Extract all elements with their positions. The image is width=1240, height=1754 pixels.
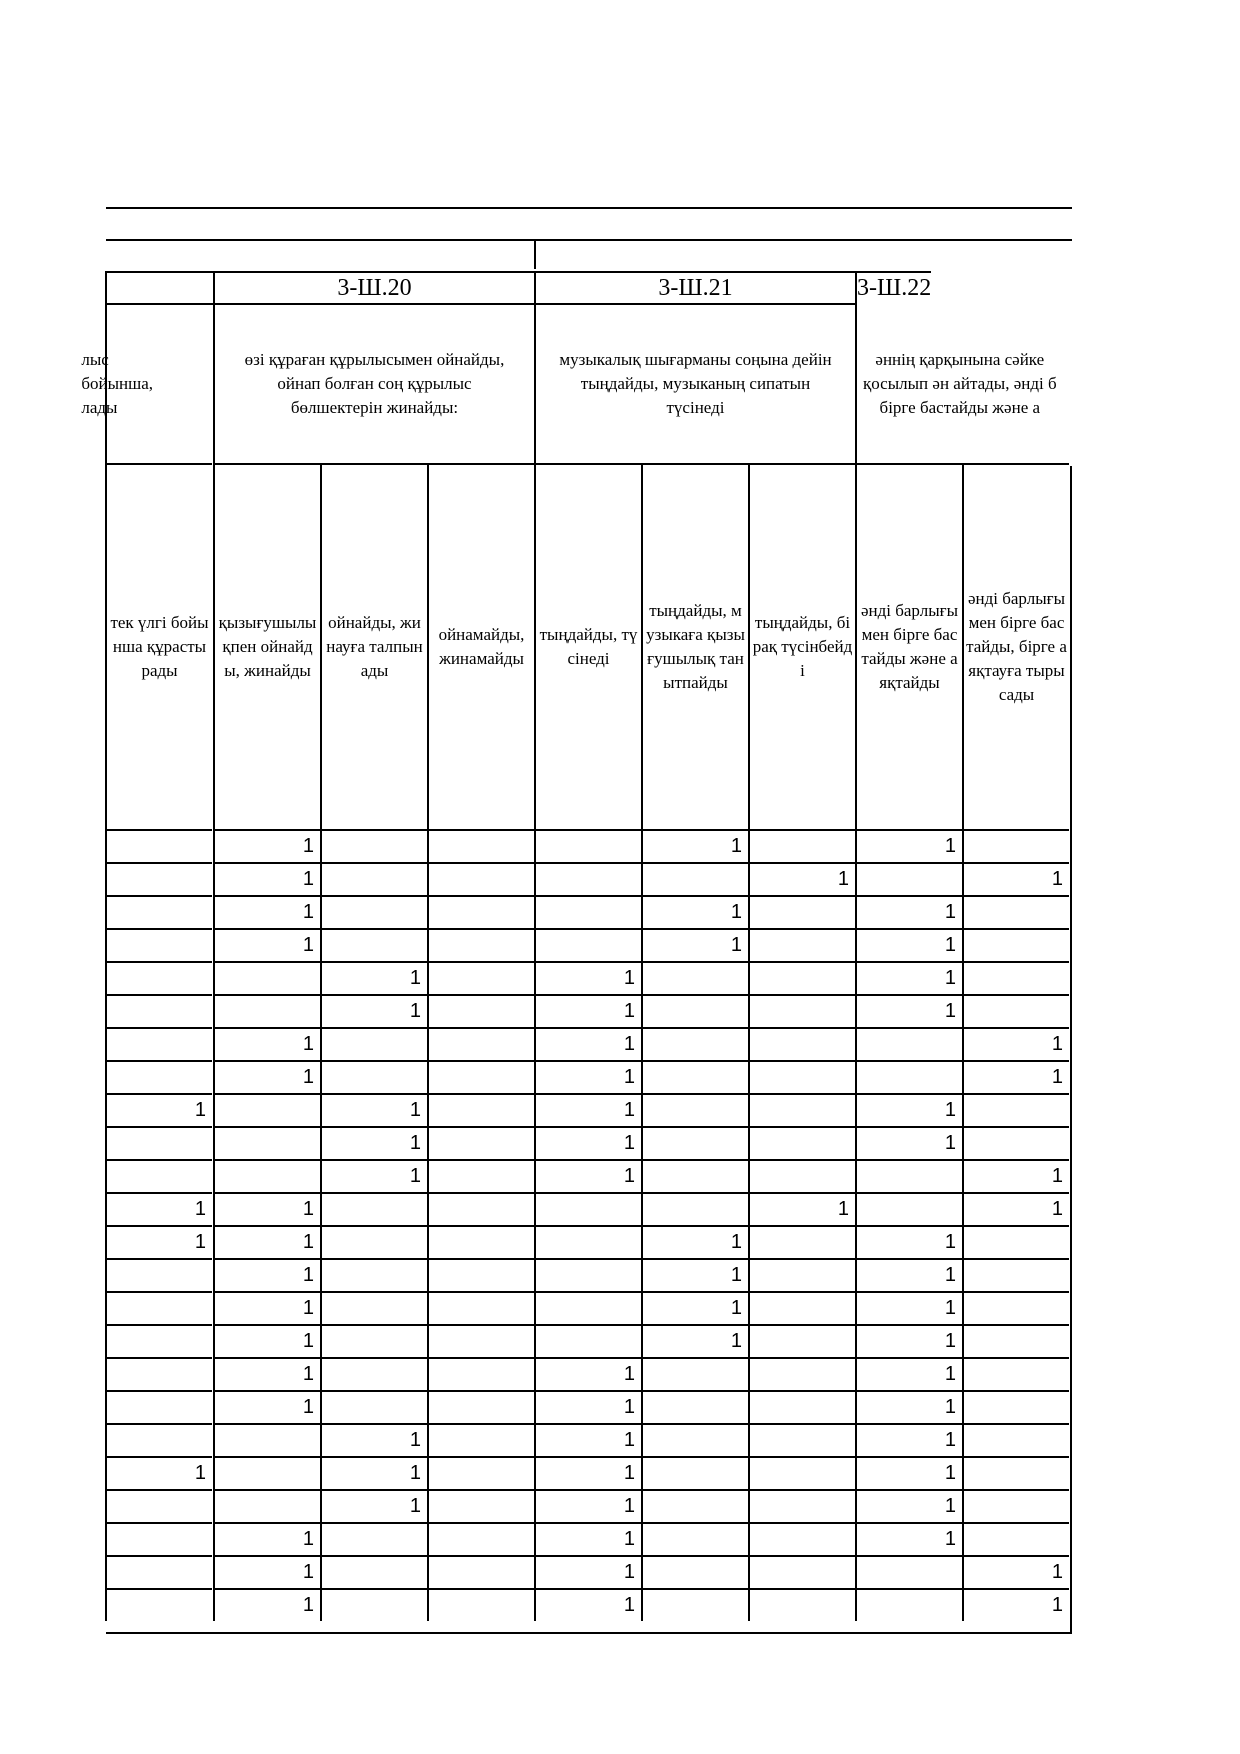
table-right-edge: [1070, 466, 1072, 1634]
table-cell: [641, 1423, 748, 1456]
table-cell: [641, 1093, 748, 1126]
criterion-label: тыңдайды, түсінеді: [539, 625, 638, 668]
table-cell: 1: [962, 1027, 1069, 1060]
group-description-text: [81, 348, 153, 420]
table-cell: 1: [855, 1522, 962, 1555]
table-cell: [748, 1126, 855, 1159]
table-cell: [320, 1324, 427, 1357]
table-cell: [748, 1093, 855, 1126]
table-cell: [534, 1324, 641, 1357]
table-cell: [105, 829, 212, 862]
table-cell: 1: [213, 1357, 320, 1390]
table-cell: 1: [534, 994, 641, 1027]
table-cell: 1: [213, 928, 320, 961]
description-line: лыс: [81, 350, 109, 369]
table-cell: [427, 1555, 534, 1588]
criterion-header-7: [855, 463, 962, 829]
table-cell: [962, 1126, 1069, 1159]
table-cell: [641, 1588, 748, 1621]
table-cell: [105, 1324, 212, 1357]
table-cell: 1: [534, 1423, 641, 1456]
table-cell: [748, 1027, 855, 1060]
table-cell: [320, 1555, 427, 1588]
criterion-label: әнді барлығымен бірге бастайды, бірге аяқтауға тырысады: [966, 589, 1067, 704]
table-cell: [427, 1390, 534, 1423]
table-cell: [213, 994, 320, 1027]
criterion-label: ойнамайды, жинамайды: [438, 625, 525, 668]
description-line: қосылып ән айтады, әнді б: [863, 374, 1057, 393]
table-cell: [748, 1390, 855, 1423]
table-cell: 1: [641, 1225, 748, 1258]
table-cell: [748, 1324, 855, 1357]
table-cell: 1: [534, 1060, 641, 1093]
table-cell: 1: [534, 1456, 641, 1489]
criterion-header-0: [105, 463, 212, 829]
group-description-text: [245, 348, 505, 420]
table-cell: 1: [213, 1258, 320, 1291]
table-cell: [105, 1027, 212, 1060]
table-cell: [534, 928, 641, 961]
table-cell: 1: [855, 829, 962, 862]
group-description-2: [534, 303, 855, 463]
table-cell: [641, 1192, 748, 1225]
table-cell: [962, 1357, 1069, 1390]
criterion-label: қызығушылықпен ойнайды, жинайды: [218, 613, 317, 680]
table-cell: [641, 1522, 748, 1555]
table-cell: [534, 1291, 641, 1324]
criterion-header-8: [962, 463, 1069, 829]
table-cell: [427, 1027, 534, 1060]
table-cell: 1: [855, 895, 962, 928]
criterion-header-4: [534, 463, 641, 829]
group-description-text: [559, 348, 831, 420]
table-cell: [534, 829, 641, 862]
table-cell: 1: [855, 1456, 962, 1489]
table-cell: [748, 994, 855, 1027]
table-cell: [427, 1291, 534, 1324]
table-cell: [748, 1522, 855, 1555]
table-cell: [962, 1225, 1069, 1258]
table-cell: [748, 1456, 855, 1489]
table-cell: [320, 1027, 427, 1060]
table-cell: 1: [641, 928, 748, 961]
second-rule: [106, 239, 1072, 241]
table-cell: [320, 1588, 427, 1621]
table-cell: [641, 1060, 748, 1093]
table-cell: 1: [855, 1258, 962, 1291]
table-cell: [320, 829, 427, 862]
table-cell: [855, 1588, 962, 1621]
table-cell: 1: [962, 1159, 1069, 1192]
group-description-text: [863, 348, 1057, 420]
table-cell: 1: [534, 1555, 641, 1588]
table-cell: [213, 1126, 320, 1159]
description-line: бойынша,: [81, 374, 153, 393]
table-cell: [427, 895, 534, 928]
table-cell: [641, 1555, 748, 1588]
table-cell: 1: [213, 1555, 320, 1588]
table-cell: 1: [213, 1390, 320, 1423]
description-line: түсінеді: [666, 398, 725, 417]
table-cell: 1: [534, 1093, 641, 1126]
table-cell: [534, 1192, 641, 1225]
group-code-1: 3-Ш.20: [213, 271, 534, 303]
table-cell: [105, 1390, 212, 1423]
table-cell: [534, 1225, 641, 1258]
table-cell: [320, 1357, 427, 1390]
description-line: тыңдайды, музыканың сипатын: [580, 374, 811, 393]
table-cell: [748, 1291, 855, 1324]
table-cell: 1: [855, 1489, 962, 1522]
table-cell: [962, 1489, 1069, 1522]
table-cell: 1: [641, 1291, 748, 1324]
table-cell: [962, 1291, 1069, 1324]
header-band-divider: [534, 239, 536, 269]
table-cell: [427, 928, 534, 961]
table-cell: 1: [105, 1225, 212, 1258]
table-cell: 1: [534, 1159, 641, 1192]
table-cell: 1: [855, 994, 962, 1027]
table-cell: [748, 829, 855, 862]
table-cell: [105, 1357, 212, 1390]
table-cell: [641, 961, 748, 994]
table-cell: [748, 1357, 855, 1390]
table-cell: 1: [213, 1522, 320, 1555]
table-cell: [427, 1225, 534, 1258]
criterion-header-3: [427, 463, 534, 829]
table-cell: 1: [320, 1126, 427, 1159]
table-cell: [641, 994, 748, 1027]
table-cell: 1: [855, 1357, 962, 1390]
description-line: өзі құраған құрылысымен ойнайды,: [244, 350, 505, 369]
table-cell: [855, 1060, 962, 1093]
table-cell: [427, 1456, 534, 1489]
criterion-label: тек үлгі бойынша құрастырады: [110, 613, 209, 680]
criterion-label: ойнайды, жинауға талпынады: [326, 613, 423, 680]
table-cell: 1: [320, 994, 427, 1027]
table-cell: 1: [320, 1456, 427, 1489]
table-cell: [105, 1291, 212, 1324]
table-cell: [105, 928, 212, 961]
table-cell: [641, 1456, 748, 1489]
description-line: әннің қарқынына сәйке: [875, 350, 1045, 369]
table-cell: [213, 1456, 320, 1489]
description-line: музыкалық шығарманы соңына дейін: [559, 350, 832, 369]
table-cell: [320, 1522, 427, 1555]
table-cell: [962, 895, 1069, 928]
table-cell: [427, 862, 534, 895]
table-cell: 1: [320, 1423, 427, 1456]
table-cell: [534, 862, 641, 895]
table-cell: 1: [213, 1291, 320, 1324]
table-cell: 1: [213, 862, 320, 895]
description-line: лады: [81, 398, 118, 417]
table-cell: [105, 1159, 212, 1192]
table-cell: 1: [962, 1555, 1069, 1588]
table-cell: 1: [641, 829, 748, 862]
table-cell: [962, 961, 1069, 994]
description-line: бөлшектерін жинайды:: [290, 398, 459, 417]
table-cell: [320, 1060, 427, 1093]
table-cell: [427, 1588, 534, 1621]
table-cell: [105, 1522, 212, 1555]
table-cell: [105, 1555, 212, 1588]
table-cell: [105, 862, 212, 895]
table-cell: [641, 1159, 748, 1192]
table-cell: [427, 1357, 534, 1390]
table-cell: [105, 1423, 212, 1456]
table-cell: [962, 1456, 1069, 1489]
table-cell: [427, 994, 534, 1027]
table-cell: [105, 1588, 212, 1621]
criterion-header-6: [748, 463, 855, 829]
table-cell: 1: [320, 1093, 427, 1126]
table-cell: 1: [641, 1258, 748, 1291]
table-cell: [962, 1258, 1069, 1291]
table-bottom-rule: [106, 1632, 1072, 1634]
table-cell: 1: [962, 1060, 1069, 1093]
group-description-3: [855, 303, 1057, 463]
assessment-table: [81, 207, 1072, 1634]
table-cell: 1: [962, 862, 1069, 895]
table-cell: 1: [213, 895, 320, 928]
table-cell: 1: [213, 1324, 320, 1357]
table-cell: 1: [855, 1225, 962, 1258]
table-cell: 1: [748, 1192, 855, 1225]
criterion-label: тыңдайды, музыкаға қызығушылық танытпайды: [646, 601, 745, 692]
table-cell: [427, 1192, 534, 1225]
table-cell: [105, 1258, 212, 1291]
table-cell: [427, 1126, 534, 1159]
table-cell: [962, 994, 1069, 1027]
table-cell: 1: [641, 895, 748, 928]
table-cell: [748, 1060, 855, 1093]
table-cell: [427, 1159, 534, 1192]
group-code-3: 3-Ш.22: [855, 271, 931, 303]
table-cell: 1: [641, 1324, 748, 1357]
table-cell: 1: [534, 1126, 641, 1159]
table-cell: [748, 1423, 855, 1456]
table-cell: 1: [213, 1060, 320, 1093]
table-cell: [855, 1027, 962, 1060]
table-cell: [427, 829, 534, 862]
criterion-label: әнді барлығымен бірге бастайды және аяқтайды: [860, 601, 959, 692]
table-cell: [427, 1324, 534, 1357]
criterion-header-1: [213, 463, 320, 829]
table-cell: [320, 1192, 427, 1225]
table-cell: [534, 1258, 641, 1291]
description-line: ойнап болған соң құрылыс: [277, 374, 472, 393]
table-cell: [855, 862, 962, 895]
description-line: бірге бастайды және а: [879, 398, 1041, 417]
table-cell: [855, 1192, 962, 1225]
table-cell: [748, 1258, 855, 1291]
table-cell: [320, 1225, 427, 1258]
table-cell: [641, 862, 748, 895]
table-cell: 1: [534, 1522, 641, 1555]
table-cell: 1: [213, 1192, 320, 1225]
table-cell: [427, 1060, 534, 1093]
group-description-1: [213, 303, 534, 463]
table-cell: [641, 1390, 748, 1423]
table-cell: [748, 928, 855, 961]
table-cell: 1: [213, 1225, 320, 1258]
table-cell: 1: [962, 1192, 1069, 1225]
table-cell: 1: [855, 1093, 962, 1126]
table-cell: [748, 1555, 855, 1588]
table-cell: [962, 928, 1069, 961]
table-cell: [427, 1522, 534, 1555]
table-cell: [105, 1126, 212, 1159]
table-cell: 1: [534, 1390, 641, 1423]
table-cell: 1: [534, 1588, 641, 1621]
table-cell: [962, 829, 1069, 862]
table-cell: 1: [534, 1027, 641, 1060]
table-cell: [105, 1060, 212, 1093]
table-cell: [427, 1258, 534, 1291]
table-cell: [962, 1390, 1069, 1423]
table-cell: [641, 1357, 748, 1390]
table-cell: 1: [855, 1126, 962, 1159]
table-cell: [641, 1126, 748, 1159]
table-cell: [748, 961, 855, 994]
table-cell: [320, 1390, 427, 1423]
table-cell: [748, 895, 855, 928]
table-cell: 1: [534, 1489, 641, 1522]
table-cell: [213, 1159, 320, 1192]
table-cell: [962, 1093, 1069, 1126]
table-cell: 1: [534, 1357, 641, 1390]
criterion-header-2: [320, 463, 427, 829]
table-cell: 1: [320, 1489, 427, 1522]
table-cell: [748, 1159, 855, 1192]
table-cell: 1: [855, 1390, 962, 1423]
table-cell: [213, 1093, 320, 1126]
table-cell: 1: [213, 829, 320, 862]
table-cell: 1: [855, 961, 962, 994]
table-cell: [105, 994, 212, 1027]
table-cell: [748, 1225, 855, 1258]
table-cell: [962, 1324, 1069, 1357]
table-cell: [105, 895, 212, 928]
criterion-header-5: [641, 463, 748, 829]
table-cell: [641, 1027, 748, 1060]
table-cell: 1: [855, 1423, 962, 1456]
table-cell: [320, 1291, 427, 1324]
table-cell: [213, 961, 320, 994]
table-cell: 1: [855, 1291, 962, 1324]
table-cell: 1: [320, 961, 427, 994]
table-cell: [427, 1423, 534, 1456]
table-cell: 1: [748, 862, 855, 895]
group-description-0: [81, 303, 213, 463]
table-cell: [748, 1588, 855, 1621]
table-cell: [427, 1489, 534, 1522]
table-cell: [320, 1258, 427, 1291]
table-cell: 1: [320, 1159, 427, 1192]
table-cell: [748, 1489, 855, 1522]
table-cell: 1: [213, 1027, 320, 1060]
table-cell: [320, 862, 427, 895]
table-cell: [105, 1489, 212, 1522]
table-cell: [320, 895, 427, 928]
table-cell: 1: [534, 961, 641, 994]
table-cell: 1: [105, 1456, 212, 1489]
table-cell: 1: [855, 1324, 962, 1357]
table-cell: [962, 1522, 1069, 1555]
table-cell: [855, 1159, 962, 1192]
table-cell: [855, 1555, 962, 1588]
table-cell: 1: [213, 1588, 320, 1621]
table-cell: 1: [105, 1192, 212, 1225]
table-cell: [641, 1489, 748, 1522]
criterion-label: тыңдайды, бірақ түсінбейді: [752, 613, 853, 680]
table-cell: [962, 1423, 1069, 1456]
table-cell: 1: [105, 1093, 212, 1126]
table-cell: [105, 961, 212, 994]
group-code-0: [105, 271, 213, 303]
table-cell: [427, 1093, 534, 1126]
top-rule: [106, 207, 1072, 209]
table-cell: [427, 961, 534, 994]
table-cell: [320, 928, 427, 961]
table-cell: 1: [962, 1588, 1069, 1621]
table-cell: [534, 895, 641, 928]
group-code-2: 3-Ш.21: [534, 271, 855, 303]
table-cell: 1: [855, 928, 962, 961]
table-cell: [213, 1489, 320, 1522]
table-cell: [213, 1423, 320, 1456]
